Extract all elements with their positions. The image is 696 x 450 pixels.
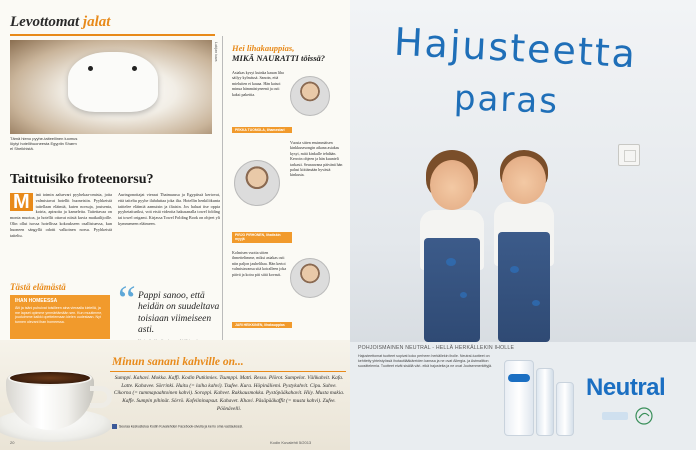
bottle — [536, 368, 554, 436]
bottle — [504, 360, 534, 436]
article-column-1: M inä toimin aaluevari pyyhekaa-omista, joita valmistavat hotellit huoneisiin. Pyyhkeistä taitellaan eläimiä, kuten norsuja, joutsenia, koiria, apinoita ja kameleita. Taitettavaa on monta muotoa, ja hotellit ottavat niistä kuvia matkailijoille. Olin ollut isossa hotellissa kokoukseen osallistuessa, kun huoneen sängyllä odotti valkoinen norsu. Pyyhkeistä taiteltu. — [10, 192, 112, 238]
coffee-surface — [8, 370, 92, 386]
section-title: Levottomat jalat — [10, 14, 111, 30]
bottle — [556, 382, 574, 436]
swan-eco-label-icon — [600, 406, 660, 426]
bottle-label — [508, 374, 530, 382]
life-box — [10, 295, 110, 339]
article-headline: Taittuisiko froteenorsu? — [10, 172, 154, 187]
towel-elephant-photo — [10, 40, 212, 134]
paint-splash — [446, 258, 456, 266]
towel-elephant — [68, 52, 158, 112]
box-title: IHAN HOMEESSA — [15, 298, 58, 304]
ad-headline-line1: Hajusteetta — [393, 19, 639, 77]
box-heading: Tästä elämästä — [10, 282, 66, 292]
magazine-issue: Kodin Kuvalehti 5/2013 — [270, 440, 312, 445]
ad-body-text: Hajusteettomat tuotteet sopivat koko perheen herkällekin iholle. Neutral-tuotteet on kehitetty yhteistyössä ihotautilääkäreiden kanssa ja ne ovat Allergia- ja Astmaliiton suosittelemia. Tuotteet eivät sisällä väri- eikä hajusteita ja ne ovat Joutsenmerkittyjä. — [358, 354, 493, 368]
elephant-eye — [88, 66, 93, 71]
elephant-eye — [132, 66, 137, 71]
coffee-word-list: Sumppi. Kahavi. Mokka. Kaffi. Kodin Putkimies. Tsumppi. Matti. Resso. Plörot. Sumpelot. Välikahvit. Kafa. Latte. Kahavee. Sörrinki. Huitu (= laiha kahvi). Tsufee. Kura. Höpinäliemi. Pystykahvit. Cipu. Suhve. Cikorna (= tummapaahtoinen kahvi). Soroppi. Kahvet. Rakkausmokka. Pystöpääkahavit. Hiiy. Musta makia. Kaffe. Sumpin pihinät. Sörrö. Kofeiininapsut. Kahavet. Khavi. Päsäpääkaffit (= musta kahvi). Zufee. Pöönävelli. — [113, 375, 345, 412]
photo-caption: Tämä hieno pyyhe-taiteellinen luomus löytyi hotellihuoneesta Egyptin Sharm el Sheikhistä. — [10, 136, 78, 152]
ad-headline-line2: paras — [453, 78, 560, 122]
product-bottles — [500, 354, 576, 440]
facebook-icon — [112, 424, 117, 429]
butcher-story-2: Vuosia sitten ensimmäisen kinkkusesongin aikana asiakas kysyi, mitä kinkulle tehdään. Kerroin ohjeen ja hän kuunteli tarkasti. Seuraavana päivänä hän palasi kiittämään hyvästä kinkusta. — [290, 140, 343, 178]
avatar — [234, 160, 280, 206]
girl-face — [430, 160, 474, 210]
butcher-story-3: Kolmisen vuotta sitten ihmettelimme, miksi asiakas osti niin paljon jauhelihaa. Hän kertoi valmistavansa sitä koiralleen joka päivä ja koira piti siitä kovasti. — [232, 250, 287, 277]
right-page-ad — [350, 0, 696, 450]
butcher-story-1: Asiakas kysyi kuinka kauan liha säilyy kylmässä. Sanoin, että mieluiten ei kauaa. Hän katsoi minua hämmästyneenä ja osti kaksi pakettia. — [232, 70, 284, 97]
girl-overalls — [424, 238, 480, 342]
paint-splash — [460, 292, 467, 298]
avatar — [290, 258, 330, 298]
avatar — [290, 76, 330, 116]
butcher-heading: Hei lihakauppias, MIKÄ NAURATTI töissä? — [232, 43, 326, 63]
quote-mark-icon: “ — [118, 277, 136, 322]
banner-rule — [110, 371, 346, 372]
paint-splash — [510, 266, 519, 273]
photo-credit: Lukijan kuva — [214, 42, 218, 62]
boy-face — [502, 156, 546, 204]
name-tag-3: JARI HEIKKINEN, lihakauppias — [232, 322, 292, 328]
ad-tagline: POHJOISMAINEN NEUTRAL - HELLÄ HERKÄLLEKIN IHOLLE — [358, 345, 515, 351]
pull-quote: Pappi sanoo, että heidän on suudeltava toisiaan viimeiseen asti. — [138, 291, 220, 336]
dropcap: M — [10, 193, 33, 211]
article-column-2: Auringonottajat vieraat Thaimaassa ja Egyptissä kertovat, että taiteltu pyyhe ilahduttaa joka ilta. Hotellin henkilökunta taittelee eläimiä aamuisin ja iltaisin. Jos haluat itse oppia pyyhetaituriksi, voit etsiä videoita hakusanalla towel folding tai towel origami. Kirjassa Towel Folding Book on ohjeet yli kymmeneen eläimeen. — [118, 192, 220, 226]
paint-splash — [532, 300, 540, 306]
title-rule — [10, 34, 215, 36]
brand-logo: Neutral — [586, 374, 666, 401]
boy-overalls — [498, 232, 550, 342]
cup-handle — [90, 386, 112, 408]
coffee-banner-title: Minun sanani kahville on... — [112, 356, 244, 368]
page-number: 20 — [10, 440, 15, 445]
box-text: Äiti ja isäni puhuivat toisilleen aina vieraalla kielellä, ja me lapset opimme ymmärtämään sen. Kun muutimme, jouduimme kaikki opettelemaan kielen uudestaan. Nyt tunnen olevani ihan homeessa. — [15, 306, 103, 325]
column-divider — [222, 36, 223, 346]
name-tag-1: PEKKA TUOMOLA, lihamestari — [232, 127, 292, 133]
light-switch — [618, 144, 640, 166]
facebook-note: Seuraa keskustelua Kodin Kuvalehden Facebook-sivulla ja kerro oma vastauksesi. — [112, 424, 272, 429]
name-tag-2: PIRJO PIRHONEN, lihatiskin myyjä — [232, 232, 292, 243]
